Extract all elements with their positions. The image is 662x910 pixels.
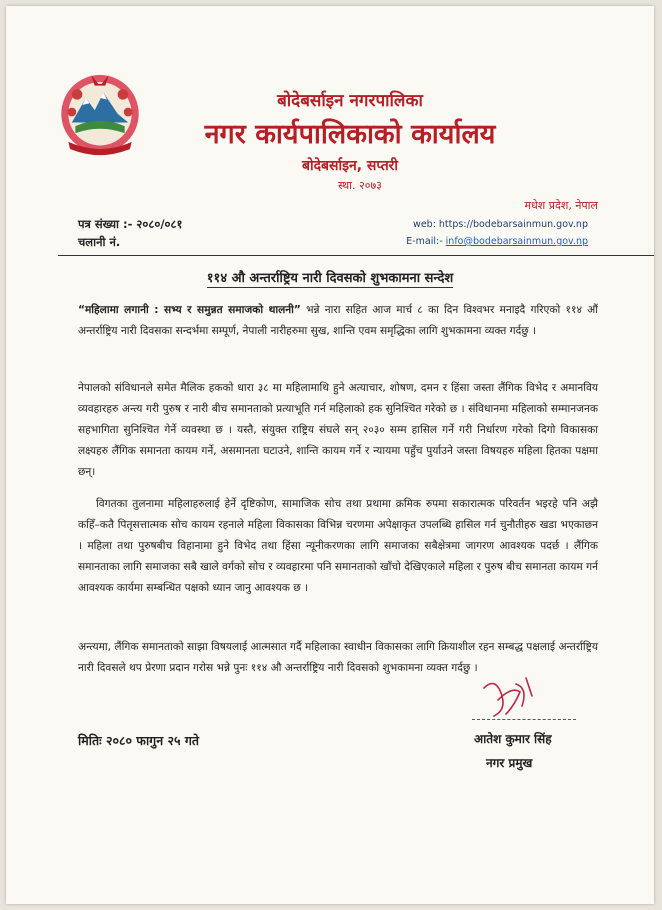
letter-number: पत्र संख्या :- २०८०/०८१ (78, 217, 183, 231)
letter-page (6, 6, 654, 904)
dispatch-number: चलानी नं. (78, 235, 121, 249)
signature-line (472, 719, 576, 720)
header-divider (58, 255, 654, 256)
office-title: नगर कार्यपालिकाको कार्यालय (204, 119, 496, 150)
paragraph-1-text: भन्ने नारा सहित आज मार्च ८ का दिन विश्वभर मनाइदै गरिएको ११४ औं अन्तर्राष्ट्रिय नारी दिवसका सन्दर्भमा सम्पूर्ण, नेपाली नारीहरुमा सुख, शान्ति एवम समृद्धिका लागि शुभकामना व्यक्त गर्दछु । (78, 304, 598, 337)
paragraph-4: अन्त्यमा, लैंगिक समानताको साझा विषयलाई आत्मसात गर्दै महिलाका स्वाधीन विकासका लागि क्रियाशील रहन सम्बद्ध पक्षलाई अन्तर्राष्ट्रिय नारी दिवसले थप प्रेरणा प्रदान गरोस भन्ने पुनः ११४ औ अन्तर्राष्ट्रिय नारी दिवसको शुभकामना व्यक्त गर्दछु । (78, 641, 598, 674)
paragraph-1 (78, 300, 598, 342)
established-year: स्था. २०७३ (338, 179, 382, 192)
email-label: E-mail:- (406, 236, 446, 247)
issue-date: मितिः २०८० फागुन २५ गते (78, 733, 200, 748)
paragraph-3: विगतका तुलनामा महिलाहरुलाई हेर्ने दृष्टिकोण, सामाजिक सोच तथा प्रथामा क्रमिक रुपमा सकारात्मक परिवर्तन भइरहे पनि अझै कहिँ–कतै पितृसत्तात्मक सोच कायम रहनाले महिला विकासका विभिन्न चरणमा अपेक्षाकृत उपलब्धि हासिल गर्न चुनौतीहरु खडा भएकाछन । महिला तथा पुरुषबीच विहानामा हुने विभेद तथा हिंसा न्यूनीकरणका लागि समाजका सबैक्षेत्रमा जागरण आवश्यक पदर्छ । लैंगिक समानताका लागि समाजका सबै खाले वर्गको सोच र व्यवहारमा पनि समानताको खाँचो देखिएकाले महिला र पुरुष बीच समानता कायम गर्न आवश्यक कार्यमा सम्बन्धित पक्षको ध्यान जानु आवश्यक छ । (78, 498, 598, 594)
email-link[interactable]: info@bodebarsainmun.gov.np (445, 236, 588, 247)
website-text: web: https://bodebarsainmun.gov.np (413, 219, 588, 230)
office-location: बोदेबर्साइन, सप्तरी (301, 158, 399, 174)
email-line (406, 236, 588, 247)
province-name: मधेश प्रदेश, नेपाल (524, 199, 598, 212)
subject-heading: ११४ औ अन्तर्राष्ट्रिय नारी दिवसको शुभकामना सन्देश (206, 271, 454, 286)
municipality-name: बोदेबर्साइन नगरपालिका (277, 91, 423, 111)
signatory-title: नगर प्रमुख (486, 756, 533, 770)
slogan-text: “महिलामा लगानी : सभ्य र समुन्नत समाजको थालनी” (78, 304, 301, 316)
signature-icon (476, 666, 546, 726)
signatory-name: आतेश कुमार सिंह (474, 732, 552, 746)
paragraph-2: नेपालको संविधानले समेत मैलिक हकको धारा ३८ मा महिलामाथि हुने अत्याचार, शोषण, दमन र हिंसा जस्ता लैंगिक विभेद र अमानविय व्यवहारहरु अन्त्य गरी पुरुष र नारी बीच समानताको प्रत्याभूति गर्न महिलाको हक सुनिश्चित गरेको छ । संविधानमा महिलाको सम्मानजनक सहभागिता सुनिश्चित गेर्ने व्यवस्था छ । यस्तै, संयुक्त राष्ट्रिय संघले सन् २०३० सम्म हासिल गर्ने गरी निर्धारण गरेको दिगो विकासका लक्ष्यहरु लैंगिक समानता कायम गर्ने, असमानता घटाउने, शान्ति कायम गर्ने र न्यायमा पहुँच पुर्याउने जस्ता विषयहरु महिला हितका पक्षमा छन्। (78, 382, 598, 478)
